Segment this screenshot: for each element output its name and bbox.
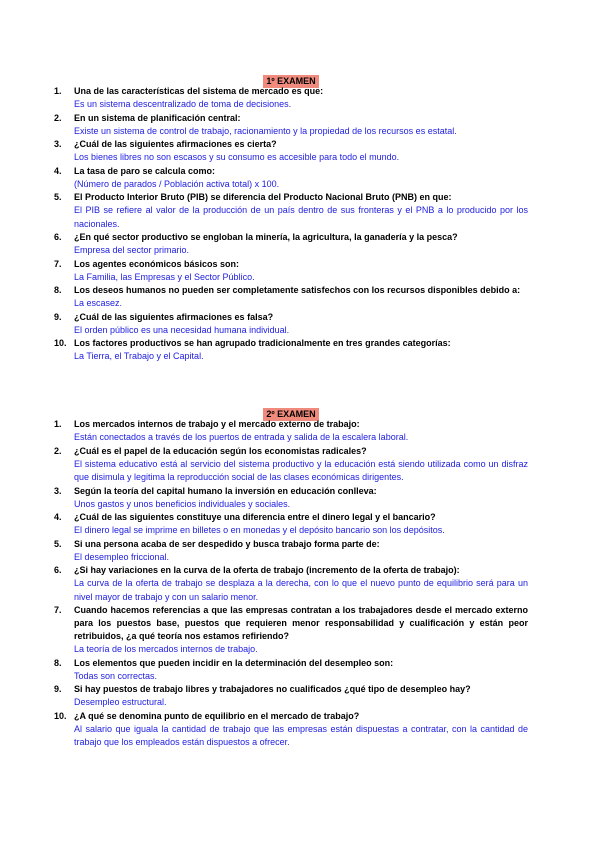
question-text: ¿En qué sector productivo se engloban la minería, la agricultura, la ganadería y la pesca?: [74, 232, 458, 242]
question-item: [54, 657, 528, 684]
question-number: 6.: [54, 565, 62, 575]
question-number: 4.: [54, 165, 62, 176]
question-text: ¿Si hay variaciones en la curva de la oferta de trabajo (incremento de la oferta de trabajo):: [74, 565, 460, 575]
exam-section-2: [54, 404, 528, 750]
question-number: 8.: [54, 285, 62, 295]
question-item: [54, 511, 528, 538]
answer-text: La Tierra, el Trabajo y el Capital.: [74, 351, 204, 361]
question-number: 10.: [54, 710, 67, 721]
answer-text: Los bienes libres no son escasos y su consumo es accesible para todo el mundo.: [74, 152, 400, 162]
answer-text: Empresa del sector primario.: [74, 245, 190, 255]
question-text: Los deseos humanos no pueden ser completamente satisfechos con los recursos disponibles debido a:: [74, 285, 521, 295]
question-item: [54, 564, 528, 604]
answer-text: La teoría de los mercados internos de trabajo.: [74, 644, 258, 654]
question-item: [54, 165, 528, 192]
question-number: 1.: [54, 419, 62, 429]
question-text: ¿Cuál de las siguientes constituye una diferencia entre el dinero legal y el bancario?: [74, 512, 436, 522]
question-number: 3.: [54, 139, 62, 149]
question-item: [54, 112, 528, 139]
question-text: Los agentes económicos básicos son:: [74, 258, 240, 269]
question-item: [54, 683, 528, 710]
answer-text: La curva de la oferta de trabajo se desplaza a la derecha, con lo que el nuevo punto de equilibrio será para un nivel mayor de trabajo y con un salario menor.: [74, 578, 528, 602]
exam-title: 2º EXAMEN: [263, 408, 318, 421]
question-text: Los mercados internos de trabajo y el mercado externo de trabajo:: [74, 419, 360, 429]
question-number: 1.: [54, 86, 62, 96]
question-text: Si una persona acaba de ser despedido y busca trabajo forma parte de:: [74, 538, 380, 549]
question-number: 2.: [54, 445, 62, 456]
question-text: Los elementos que pueden incidir en la determinación del desempleo son:: [74, 657, 394, 668]
question-text: Los factores productivos se han agrupado tradicionalmente en tres grandes categorías:: [74, 338, 451, 348]
question-text: ¿A qué se denomina punto de equilibrio en el mercado de trabajo?: [74, 710, 360, 721]
question-item: [54, 311, 528, 338]
question-item: [54, 418, 528, 445]
question-text: Si hay puestos de trabajo libres y trabajadores no cualificados ¿qué tipo de desempleo hay?: [74, 684, 471, 694]
question-number: 9.: [54, 684, 62, 694]
exam-title: 1º EXAMEN: [263, 75, 318, 88]
question-number: 5.: [54, 538, 62, 549]
exam-section-1: [54, 71, 528, 364]
answer-text: El desempleo friccional.: [74, 551, 170, 562]
question-text: ¿Cuál de las siguientes afirmaciones es falsa?: [74, 311, 274, 322]
question-number: 7.: [54, 605, 62, 615]
question-text: ¿Cuál de las siguientes afirmaciones es cierta?: [74, 139, 277, 149]
question-item: [54, 231, 528, 258]
answer-text: El PIB se refiere al valor de la producción de un país dentro de sus fronteras y el PNB a lo producido por los nacionales.: [74, 205, 528, 229]
answer-text: La Familia, las Empresas y el Sector Público.: [74, 271, 255, 282]
question-number: 7.: [54, 258, 62, 269]
answer-text: Todas son correctas.: [74, 670, 158, 681]
question-item: [54, 710, 528, 750]
question-number: 3.: [54, 485, 62, 496]
question-item: [54, 538, 528, 565]
question-item: [54, 85, 528, 112]
question-text: Una de las características del sistema de mercado es que:: [74, 86, 324, 96]
answer-text: Existe un sistema de control de trabajo, racionamiento y la propiedad de los recursos es estatal.: [74, 125, 457, 136]
answer-text: Al salario que iguala la cantidad de trabajo que las empresas están dispuestas a contratar, con la cantidad de trabajo que los empleados están dispuestos a ofrecer.: [74, 723, 528, 747]
answer-text: El orden público es una necesidad humana individual.: [74, 324, 290, 335]
question-item: [54, 445, 528, 485]
question-number: 9.: [54, 311, 62, 322]
question-item: [54, 604, 528, 657]
question-item: [54, 284, 528, 311]
question-text: ¿Cuál es el papel de la educación según los economistas radicales?: [74, 445, 367, 456]
question-text: La tasa de paro se calcula como:: [74, 165, 216, 176]
question-item: [54, 191, 528, 231]
question-text: El Producto Interior Bruto (PIB) se diferencia del Producto Nacional Bruto (PNB) en que:: [74, 192, 452, 202]
question-number: 8.: [54, 657, 62, 668]
answer-text: La escasez.: [74, 298, 123, 308]
answer-text: (Número de parados / Población activa total) x 100.: [74, 178, 280, 189]
answer-text: Están conectados a través de los puertos de entrada y salida de la escalera laboral.: [74, 432, 409, 442]
answer-text: Es un sistema descentralizado de toma de decisiones.: [74, 99, 292, 109]
question-number: 6.: [54, 232, 62, 242]
question-text: Cuando hacemos referencias a que las empresas contratan a los trabajadores desde el mercado externo para los puestos base, puestos que requieren menor responsabilidad y cualificación y están peor retribuidos, ¿a qué teoría nos estamos refiriendo?: [74, 605, 528, 641]
question-number: 10.: [54, 338, 67, 348]
question-text: Según la teoría del capital humano la inversión en educación conlleva:: [74, 485, 377, 496]
answer-text: El dinero legal se imprime en billetes o en monedas y el depósito bancario son los depósitos.: [74, 525, 445, 535]
answer-text: El sistema educativo está al servicio del sistema productivo y la educación está siendo utilizada como un disfraz que disimula y legitima la reproducción social de las clases económicas dirigentes.: [74, 458, 528, 482]
question-item: [54, 485, 528, 512]
answer-text: Unos gastos y unos beneficios individuales y sociales.: [74, 498, 291, 509]
question-list: [54, 85, 528, 364]
question-text: En un sistema de planificación central:: [74, 112, 241, 123]
question-number: 2.: [54, 112, 62, 123]
question-list: [54, 418, 528, 750]
question-item: [54, 337, 528, 364]
question-number: 5.: [54, 192, 62, 202]
answer-text: Desempleo estructural.: [74, 697, 167, 707]
question-item: [54, 138, 528, 165]
question-number: 4.: [54, 512, 62, 522]
question-item: [54, 258, 528, 285]
